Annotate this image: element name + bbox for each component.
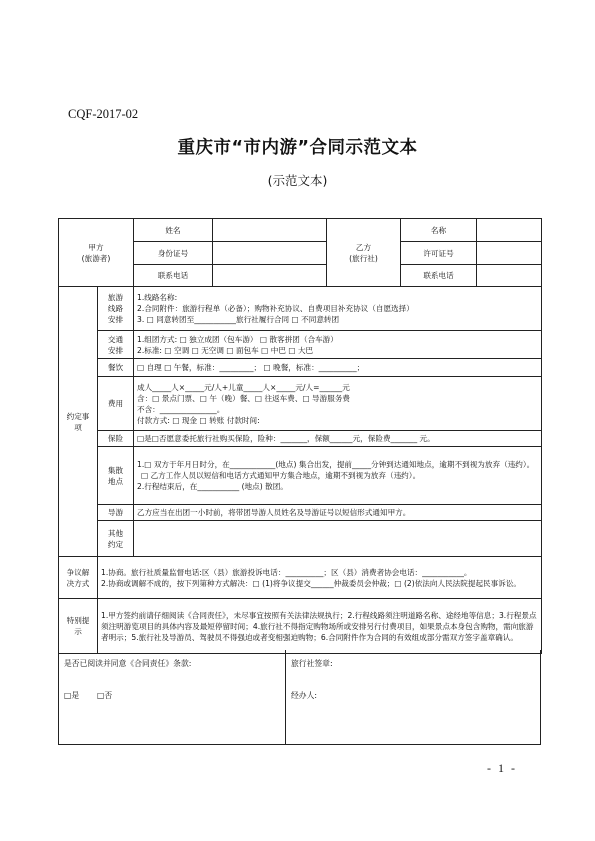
transport-label-1: 交通 (107, 334, 124, 344)
page-number: - 1 - (487, 761, 517, 775)
party-a-sublabel: (旅游者) (81, 253, 111, 263)
party-b-sublabel: (旅行社) (349, 253, 378, 263)
route-line-1: 1.线路名称: (137, 293, 178, 302)
contract-title: 重庆市“市内游”合同示范文本 (177, 138, 418, 158)
meals-content[interactable]: □ 自理 □ 午餐，标准：_________； □ 晚餐，标准：__________； (134, 359, 542, 377)
gathering-line-1: 1.□ 双方于年月日时分，在____________(地点) 集合出发，提前_____分钟到达通知地点，逾期不到视为放弃（违约）。 (137, 460, 535, 469)
transport-line-1: 1.组团方式: □ 独立成团（包车游） □ 散客拼团（合车游） (137, 334, 338, 344)
agreed-items-label-2: 项 (74, 422, 82, 432)
other-label-1: 其他 (107, 528, 124, 538)
route-label-3: 安排 (107, 315, 124, 324)
agency-stamp-label: 旅行社签章: (291, 659, 333, 668)
fees-line-1: 成人_____人×_____元/人+儿童_____人×_____元/人=______元 (137, 382, 350, 392)
notice-content: 1.甲方签约前请仔细阅读《合同责任》，未尽事宜按照有关法律法规执行；2.行程线路须注明道路名称、途经地等信息；3.行程景点须注明游览项目的具体内容及最短停留时间；4.旅行社不得指定购物场所或安排另行付费项目，如果景点本身包含购物，需向旅游者明示；5.旅行社及导游员、驾驶员不得强迫或者变相强迫购物；6.合同附件作为合同的有效组成部分需双方签字盖章确认。 (98, 599, 542, 654)
party-a-label: 甲方 (88, 242, 104, 252)
other-label-2: 约定 (107, 539, 124, 549)
fees-content[interactable] (134, 377, 542, 431)
guide-label: 导游 (98, 505, 134, 521)
fees-label: 费用 (98, 377, 134, 431)
gathering-label-cell (98, 447, 134, 505)
transport-line-2: 2.标准: □ 空调 □ 无空调 □ 面包车 □ 中巴 □ 大巴 (137, 345, 314, 355)
dispute-label-2: 决方式 (66, 578, 90, 588)
contract-form-table (58, 218, 542, 654)
transport-content[interactable] (134, 331, 542, 359)
yes-checkbox[interactable]: □是 (64, 691, 80, 700)
party-b-name-field[interactable] (477, 219, 542, 242)
insurance-content[interactable]: □是□否愿意委托旅行社购买保险，险种：_______，保额______元，保险费_______ 元。 (134, 431, 542, 447)
route-content[interactable] (134, 287, 542, 331)
party-b-label-cell (327, 219, 401, 287)
agreed-items-label: 约定事 (66, 411, 90, 421)
party-a-name-field[interactable] (213, 219, 327, 242)
route-line-2: 2.合同附件：旅游行程单（必备）；购物补充协议、自费项目补充协议（自愿选择） (137, 304, 414, 313)
contract-subtitle: (示范文本) (267, 173, 328, 188)
agreed-items-label-cell (59, 287, 98, 557)
other-label-cell (98, 521, 134, 557)
no-checkbox[interactable]: □否 (97, 691, 113, 700)
party-b-name-label: 名称 (401, 219, 477, 242)
dispute-content[interactable] (98, 557, 542, 599)
insurance-label: 保险 (98, 431, 134, 447)
fees-line-3: 不含：_______________。 (137, 404, 225, 414)
party-b-license-field[interactable] (477, 242, 542, 265)
signature-right (286, 650, 542, 744)
gathering-line-2: □ 乙方工作人员以短信和电话方式通知甲方集合地点，逾期不到视为放弃（违约）。 (141, 471, 421, 480)
gathering-label-2: 地点 (107, 476, 124, 486)
gathering-line-3: 2.行程结束后，在___________ (地点) 散团。 (137, 482, 288, 491)
notice-label-cell (59, 599, 98, 654)
party-a-id-label: 身份证号 (134, 242, 213, 265)
guide-content[interactable]: 乙方应当在出团一小时前，将带团导游人员姓名及导游证号以短信形式通知甲方。 (134, 505, 542, 521)
route-line-3: 3. □ 同意转团至___________旅行社履行合同 □ 不同意转团 (137, 315, 340, 324)
party-a-id-field[interactable] (213, 242, 327, 265)
party-b-license-label: 许可证号 (401, 242, 477, 265)
party-a-name-label: 姓名 (134, 219, 213, 242)
party-a-phone-field[interactable] (213, 265, 327, 287)
party-b-label: 乙方 (355, 242, 372, 252)
handler-label: 经办人: (291, 691, 318, 700)
party-b-phone-label: 联系电话 (401, 265, 477, 287)
notice-label-2: 示 (74, 627, 82, 636)
dispute-label-1: 争议解 (66, 567, 90, 577)
fees-line-2: 含：□ 景点门票、□ 午（晚）餐、□ 往返车费、□ 导游服务费 (137, 393, 351, 403)
route-label-1: 旅游 (107, 293, 124, 302)
route-label-cell (98, 287, 134, 331)
document-code: CQF-2017-02 (68, 107, 139, 121)
dispute-line-2: 2.协商或调解不成的，按下列第种方式解决：□ (1)将争议提交______仲裁委员会仲裁；□ (2)依法向人民法院提起民事诉讼。 (101, 578, 522, 588)
signature-section (58, 650, 541, 745)
party-b-phone-field[interactable] (477, 265, 542, 287)
party-a-label-cell (59, 219, 134, 287)
dispute-line-1: 1.协商。旅行社质量监督电话:区（县）旅游投诉电话：__________；区（县）消费者协会电话：___________。 (101, 567, 472, 577)
party-a-phone-label: 联系电话 (134, 265, 213, 287)
route-label-2: 线路 (107, 304, 124, 313)
transport-label-2: 安排 (107, 345, 124, 355)
fees-line-4: 付款方式: □ 现金 □ 转账 付款时间: (137, 415, 260, 425)
dispute-label-cell (59, 557, 98, 599)
read-confirm-label: 是否已阅读并同意《合同责任》条款: (64, 659, 192, 668)
gathering-content[interactable] (134, 447, 542, 505)
meals-label: 餐饮 (98, 359, 134, 377)
notice-label-1: 特别提 (66, 616, 90, 625)
transport-label-cell (98, 331, 134, 359)
other-content[interactable] (134, 521, 542, 557)
signature-left (59, 650, 286, 744)
gathering-label-1: 集散 (107, 465, 124, 475)
